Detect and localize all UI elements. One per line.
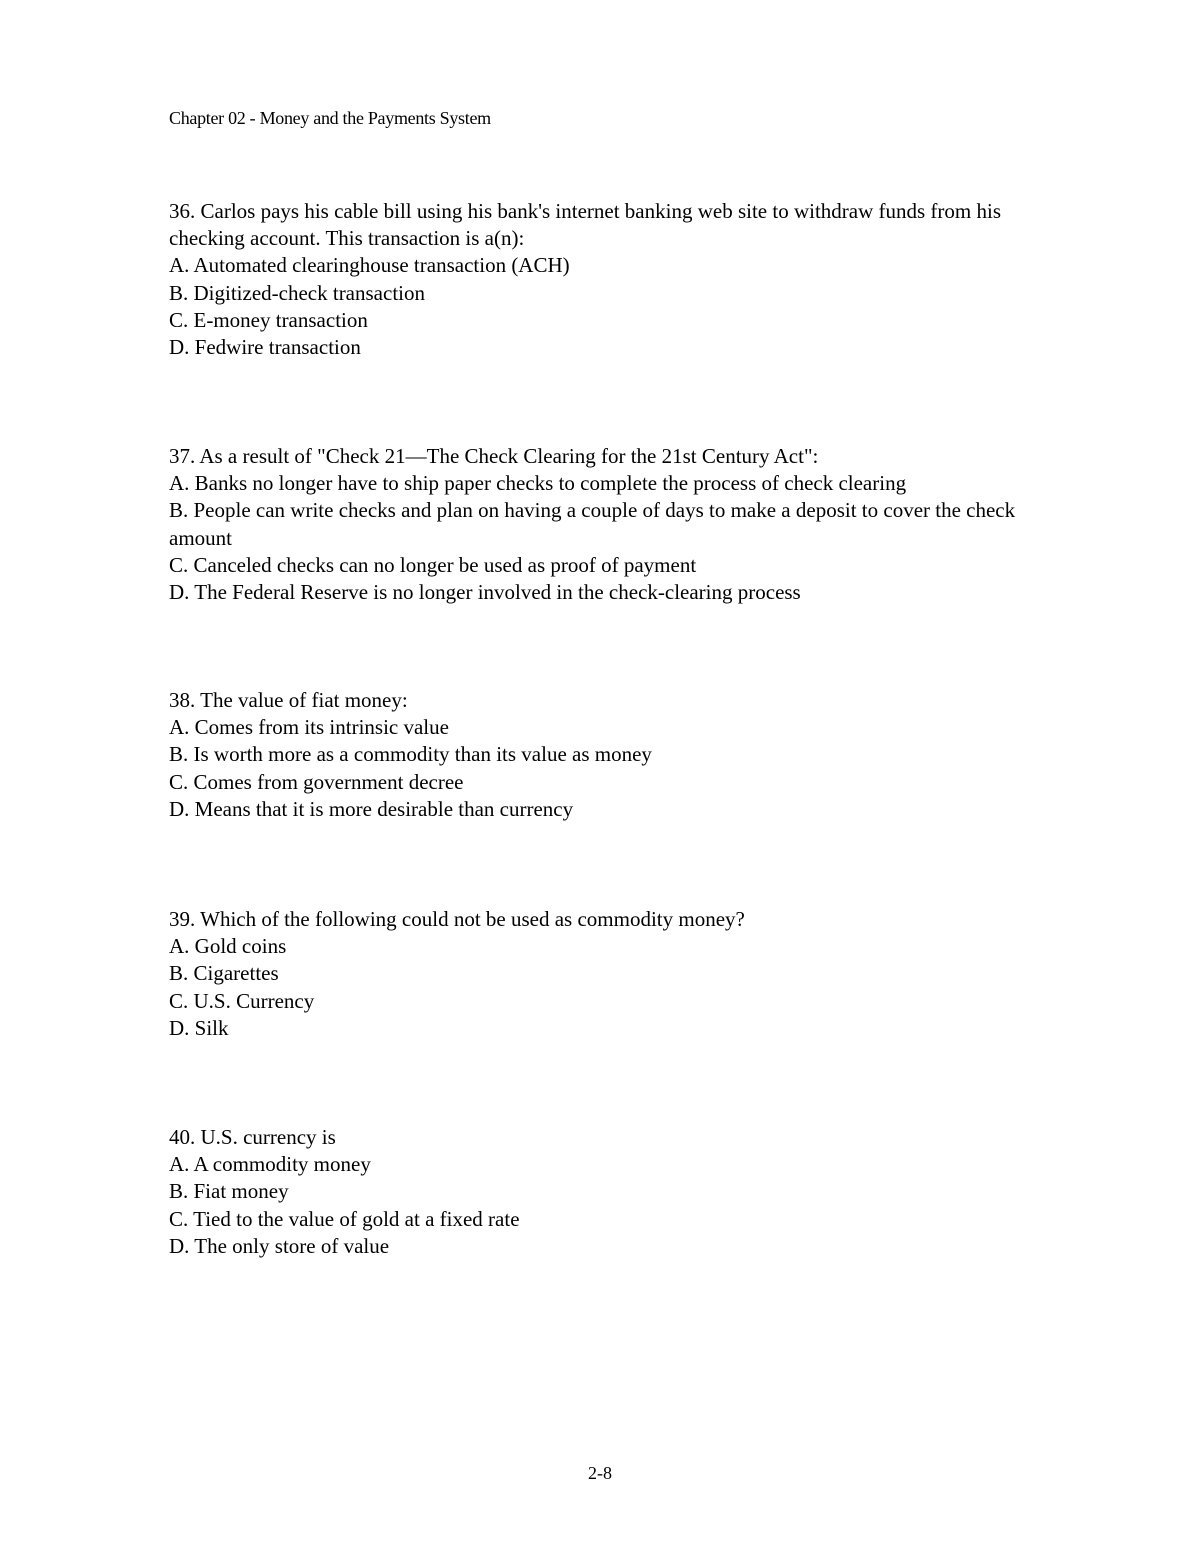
question-stem: 36. Carlos pays his cable bill using his bank's internet banking web site to withdraw funds from his checking account. This transaction is a(n): — [169, 199, 1002, 251]
question-stem: 39. Which of the following could not be used as commodity money? — [169, 907, 745, 931]
question-39 — [169, 906, 1069, 1042]
answer-option-c: C. Canceled checks can no longer be used as proof of payment — [169, 552, 697, 577]
answer-option-c: C. U.S. Currency — [169, 988, 315, 1013]
answer-option-a: A. Gold coins — [169, 934, 287, 959]
answer-option-a: A. Banks no longer have to ship paper checks to complete the process of check clearing — [169, 471, 907, 496]
chapter-header: Chapter 02 - Money and the Payments System — [169, 108, 491, 128]
question-37 — [169, 443, 1069, 606]
question-stem: 40. U.S. currency is — [169, 1125, 336, 1149]
question-stem: 38. The value of fiat money: — [169, 688, 408, 712]
page-number: 2-8 — [588, 1463, 612, 1483]
answer-option-b: B. Is worth more as a commodity than its value as money — [169, 742, 652, 767]
answer-option-b: B. Digitized-check transaction — [169, 280, 425, 305]
answer-option-b: B. Cigarettes — [169, 961, 279, 986]
answer-option-a: A. Automated clearinghouse transaction (ACH) — [169, 253, 570, 278]
answer-option-d: D. The only store of value — [169, 1233, 390, 1258]
question-38 — [169, 687, 1069, 823]
answer-option-d: D. The Federal Reserve is no longer involved in the check-clearing process — [169, 580, 801, 605]
answer-option-a: A. A commodity money — [169, 1152, 371, 1177]
answer-option-c: C. Comes from government decree — [169, 769, 464, 794]
answer-option-c: C. Tied to the value of gold at a fixed rate — [169, 1206, 520, 1231]
answer-option-b: B. Fiat money — [169, 1179, 289, 1204]
answer-option-d: D. Means that it is more desirable than currency — [169, 796, 574, 821]
answer-option-d: D. Fedwire transaction — [169, 335, 361, 360]
answer-option-d: D. Silk — [169, 1015, 229, 1040]
question-stem: 37. As a result of "Check 21—The Check Clearing for the 21st Century Act": — [169, 444, 819, 468]
answer-option-c: C. E-money transaction — [169, 307, 368, 332]
answer-option-a: A. Comes from its intrinsic value — [169, 715, 449, 740]
question-36 — [169, 198, 1069, 361]
answer-option-b: B. People can write checks and plan on having a couple of days to make a deposit to cover the check amount — [169, 498, 1016, 550]
question-40 — [169, 1124, 1069, 1260]
